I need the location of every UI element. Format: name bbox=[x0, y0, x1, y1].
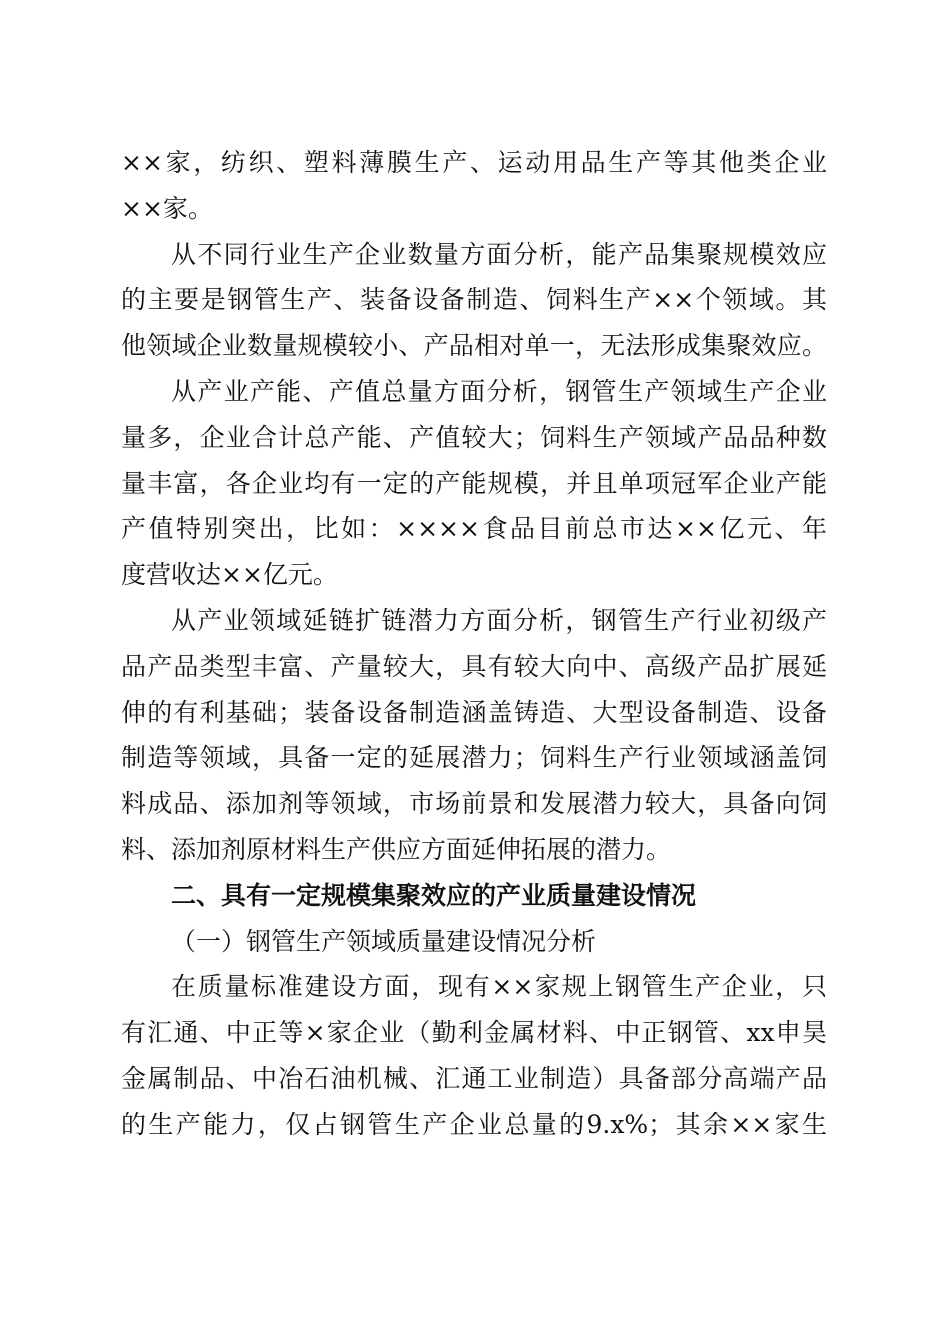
text-line: 产值特别突出，比如：××××食品目前总市达××亿元、年 bbox=[121, 514, 827, 544]
paragraph-first-line: 在质量标准建设方面，现有××家规上钢管生产企业，只 bbox=[171, 972, 827, 1002]
text-line: 他领域企业数量规模较小、产品相对单一，无法形成集聚效应。 bbox=[121, 331, 827, 361]
section-heading: 二、具有一定规模集聚效应的产业质量建设情况 bbox=[171, 880, 697, 910]
text-line: 制造等领域，具备一定的延展潜力；饲料生产行业领域涵盖饲 bbox=[121, 743, 827, 773]
text-line: ××家，纺织、塑料薄膜生产、运动用品生产等其他类企业 bbox=[121, 148, 827, 177]
text-line: 的主要是钢管生产、装备设备制造、饲料生产××个领域。其 bbox=[121, 285, 827, 315]
text-line: 有汇通、中正等×家企业（勤利金属材料、中正钢管、xx申昊 bbox=[121, 1018, 827, 1048]
text-line: 金属制品、中冶石油机械、汇通工业制造）具备部分高端产品 bbox=[121, 1063, 827, 1093]
text-line: 量多，企业合计总产能、产值较大；饲料生产领域产品品种数 bbox=[121, 422, 827, 452]
text-line: 度营收达××亿元。 bbox=[121, 560, 338, 590]
paragraph-first-line: 从产业领域延链扩链潜力方面分析，钢管生产行业初级产 bbox=[171, 605, 827, 635]
text-line: ××家。 bbox=[121, 193, 213, 223]
subsection-heading: （一）钢管生产领域质量建设情况分析 bbox=[171, 926, 597, 956]
text-line: 料、添加剂原材料生产供应方面延伸拓展的潜力。 bbox=[121, 834, 672, 864]
text-line: 伸的有利基础；装备设备制造涵盖铸造、大型设备制造、设备 bbox=[121, 697, 827, 727]
body-text bbox=[121, 140, 827, 1148]
text-line: 料成品、添加剂等领域，市场前景和发展潜力较大，具备向饲 bbox=[121, 789, 827, 819]
paragraph-first-line: 从产业产能、产值总量方面分析，钢管生产领域生产企业 bbox=[171, 376, 827, 406]
text-line: 品产品类型丰富、产量较大，具有较大向中、高级产品扩展延 bbox=[121, 651, 827, 681]
text-line: 的生产能力，仅占钢管生产企业总量的9.x%；其余××家生 bbox=[121, 1109, 827, 1139]
text-line: 量丰富，各企业均有一定的产能规模，并且单项冠军企业产能 bbox=[121, 468, 827, 498]
paragraph-first-line: 从不同行业生产企业数量方面分析，能产品集聚规模效应 bbox=[171, 239, 827, 269]
